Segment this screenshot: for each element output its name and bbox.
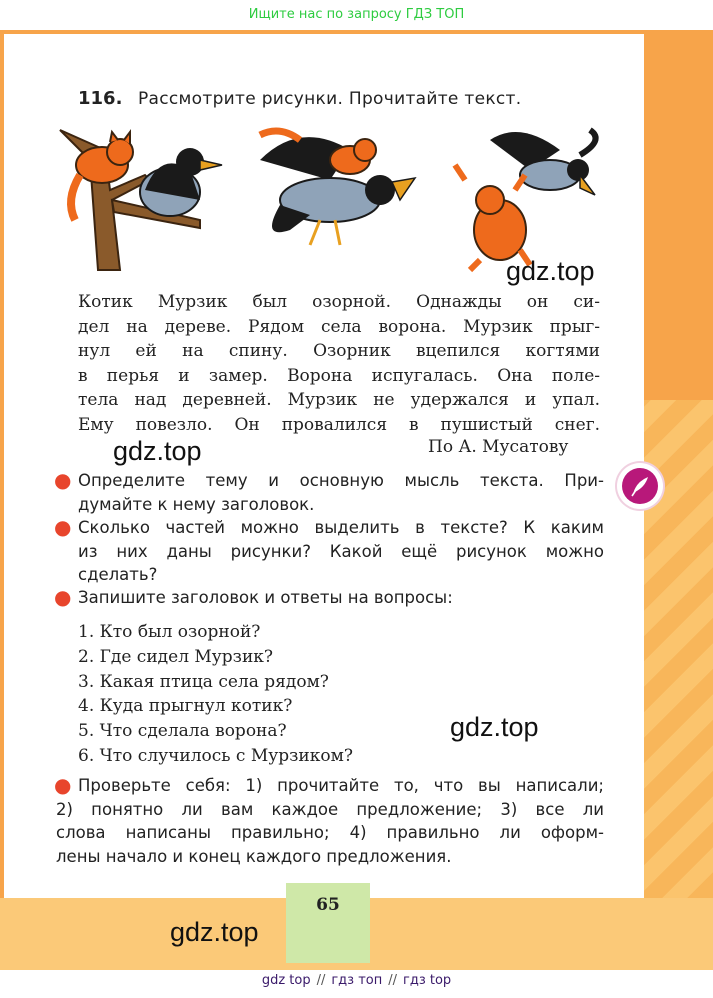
task-item: [56, 516, 604, 587]
bullet-icon: ●: [54, 773, 72, 797]
page-number-box: [286, 883, 370, 963]
footer-link[interactable]: гдз топ: [331, 973, 383, 988]
story-text: [78, 290, 600, 437]
question-list: [78, 620, 353, 769]
check-line: Проверьте себя: 1) прочитайте то, что вы написали;: [78, 776, 604, 795]
question-item: 4. Куда прыгнул котик?: [78, 696, 293, 717]
task-line: из них даны рисунки? Какой ещё рисунок можно: [78, 541, 604, 561]
bullet-icon: ●: [54, 468, 72, 492]
check-line: 2) понятно ли вам каждое предложение; 3) все ли: [56, 799, 604, 819]
scene-cat-on-tree: [60, 130, 222, 270]
pen-icon: [622, 468, 658, 504]
task-item: [56, 469, 604, 516]
footer-separator: //: [316, 973, 326, 988]
footer-links: [0, 972, 713, 990]
question-item: 5. Что сделала ворона?: [78, 721, 287, 742]
exercise-number: 116.: [78, 88, 123, 109]
story-line: дел на дереве. Рядом села ворона. Мурзик прыг-: [78, 316, 600, 337]
top-banner[interactable]: Ищите нас по запросу ГДЗ ТОП: [248, 7, 465, 22]
question-item: 3. Какая птица села рядом?: [78, 671, 329, 692]
question-item: 2. Где сидел Мурзик?: [78, 646, 274, 667]
check-item: [56, 774, 604, 868]
watermark: gdz.top: [113, 436, 202, 466]
watermark: gdz.top: [450, 712, 539, 742]
check-line: лены начало и конец каждого предложения.: [56, 846, 452, 866]
question-item: 6. Что случилось с Мурзиком?: [78, 745, 353, 766]
story-line: тела над деревней. Мурзик не удержался и упал.: [78, 390, 600, 410]
task-line: Запишите заголовок и ответы на вопросы:: [78, 588, 453, 607]
watermark: gdz.top: [170, 917, 259, 947]
bullet-icon: ●: [54, 585, 72, 609]
story-line: Котик Мурзик был озорной. Однажды он си-: [78, 292, 600, 312]
watermark: gdz.top: [506, 256, 595, 286]
task-line: Определите тему и основную мысль текста. При-: [78, 471, 604, 490]
scene-cat-falling: [455, 130, 596, 270]
footer-link[interactable]: gdz top: [261, 973, 311, 988]
story-author: По А. Мусатову: [428, 437, 569, 457]
writing-task-badge: [617, 463, 663, 509]
scene-cat-on-crow: [260, 131, 415, 245]
task-line: думайте к нему заголовок.: [78, 494, 315, 514]
footer-separator: //: [388, 973, 397, 988]
task-line: Сколько частей можно выделить в тексте? К каким: [78, 518, 604, 537]
bullet-icon: ●: [54, 515, 72, 539]
story-line: в перья и замер. Ворона испугалась. Она поле-: [78, 365, 600, 386]
exercise-instruction: Рассмотрите рисунки. Прочитайте текст.: [138, 89, 522, 109]
task-line: сделать?: [78, 565, 158, 584]
story-line: Ему повезло. Он провалился в пушистый снег.: [78, 414, 600, 435]
task-item: [56, 586, 604, 610]
question-item: 1. Кто был озорной?: [78, 622, 261, 642]
story-line: нул ей на спину. Озорник вцепился когтями: [78, 341, 600, 361]
check-line: слова написаны правильно; 4) правильно ли оформ-: [56, 823, 604, 842]
page-number: 65: [316, 895, 340, 915]
footer-link[interactable]: гдз top: [403, 973, 452, 988]
